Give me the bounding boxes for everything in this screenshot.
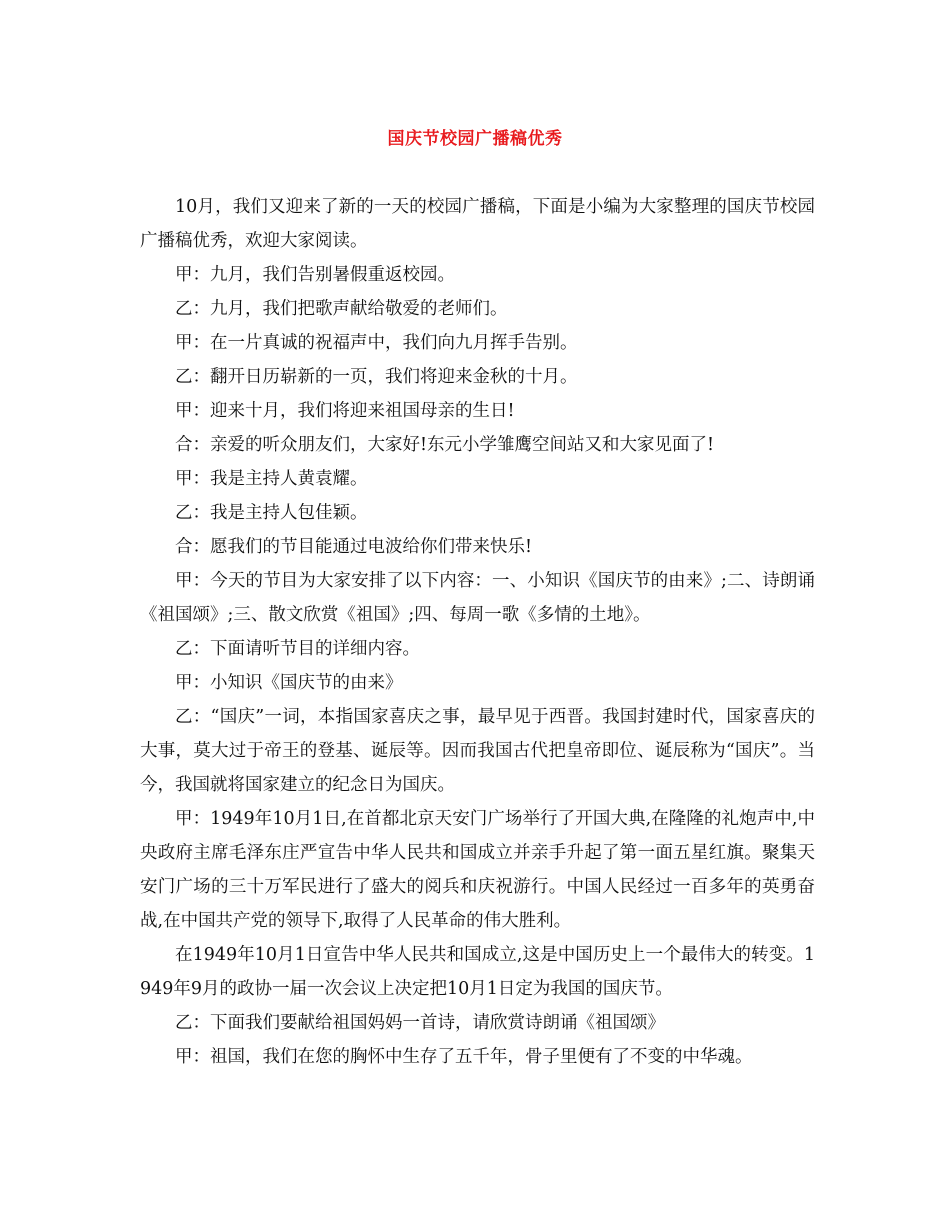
paragraph: 甲：在一片真诚的祝福声中，我们向九月挥手告别。 [175, 333, 578, 353]
paragraph: 甲：小知识《国庆节的由来》 [175, 673, 403, 693]
paragraph: 乙：我是主持人包佳颖。 [175, 503, 368, 523]
paragraph: 乙：翻开日历崭新的一页，我们将迎来金秋的十月。 [175, 367, 578, 387]
paragraph: 合：亲爱的听众朋友们，大家好!东元小学雏鹰空间站又和大家见面了! [175, 435, 715, 455]
paragraph: 10月，我们又迎来了新的一天的校园广播稿，下面是小编为大家整理的国庆节校园广播稿优秀，欢迎大家阅读。 [140, 197, 815, 251]
paragraph: 合：愿我们的节目能通过电波给你们带来快乐! [175, 537, 533, 557]
paragraph: 甲：1949年10月1日,在首都北京天安门广场举行了开国大典,在隆隆的礼炮声中,中央政府主席毛泽东庄严宣告中华人民共和国成立并亲手升起了第一面五星红旗。聚集天安门广场的三十万军民进行了盛大的阅兵和庆祝游行。中国人民经过一百多年的英勇奋战,在中国共产党的领导下,取得了人民革命的伟大胜利。 [140, 809, 815, 931]
paragraph: 甲：今天的节目为大家安排了以下内容：一、小知识《国庆节的由来》;二、诗朗诵《祖国颂》;三、散文欣赏《祖国》;四、每周一歌《多情的土地》。 [140, 571, 815, 625]
paragraph: 乙：下面请听节目的详细内容。 [175, 639, 420, 659]
paragraph: 甲：迎来十月，我们将迎来祖国母亲的生日! [175, 401, 515, 421]
document-title: 国庆节校园广播稿优秀 [387, 129, 563, 149]
paragraph: 乙：九月，我们把歌声献给敬爱的老师们。 [175, 299, 508, 319]
paragraph: 在1949年10月1日宣告中华人民共和国成立,这是中国历史上一个最伟大的转变。1949年9月的政协一届一次会议上决定把10月1日定为我国的国庆节。 [140, 945, 815, 999]
document-body [140, 190, 815, 1074]
paragraph: 甲：九月，我们告别暑假重返校园。 [175, 265, 455, 285]
paragraph: 乙：下面我们要献给祖国妈妈一首诗，请欣赏诗朗诵《祖国颂》 [175, 1013, 665, 1033]
paragraph: 甲：祖国，我们在您的胸怀中生存了五千年，骨子里便有了不变的中华魂。 [175, 1047, 753, 1067]
paragraph: 甲：我是主持人黄袁耀。 [175, 469, 368, 489]
paragraph: 乙：“国庆”一词，本指国家喜庆之事，最早见于西晋。我国封建时代，国家喜庆的大事，莫大过于帝王的登基、诞辰等。因而我国古代把皇帝即位、诞辰称为“国庆”。当今，我国就将国家建立的纪念日为国庆。 [140, 707, 815, 795]
